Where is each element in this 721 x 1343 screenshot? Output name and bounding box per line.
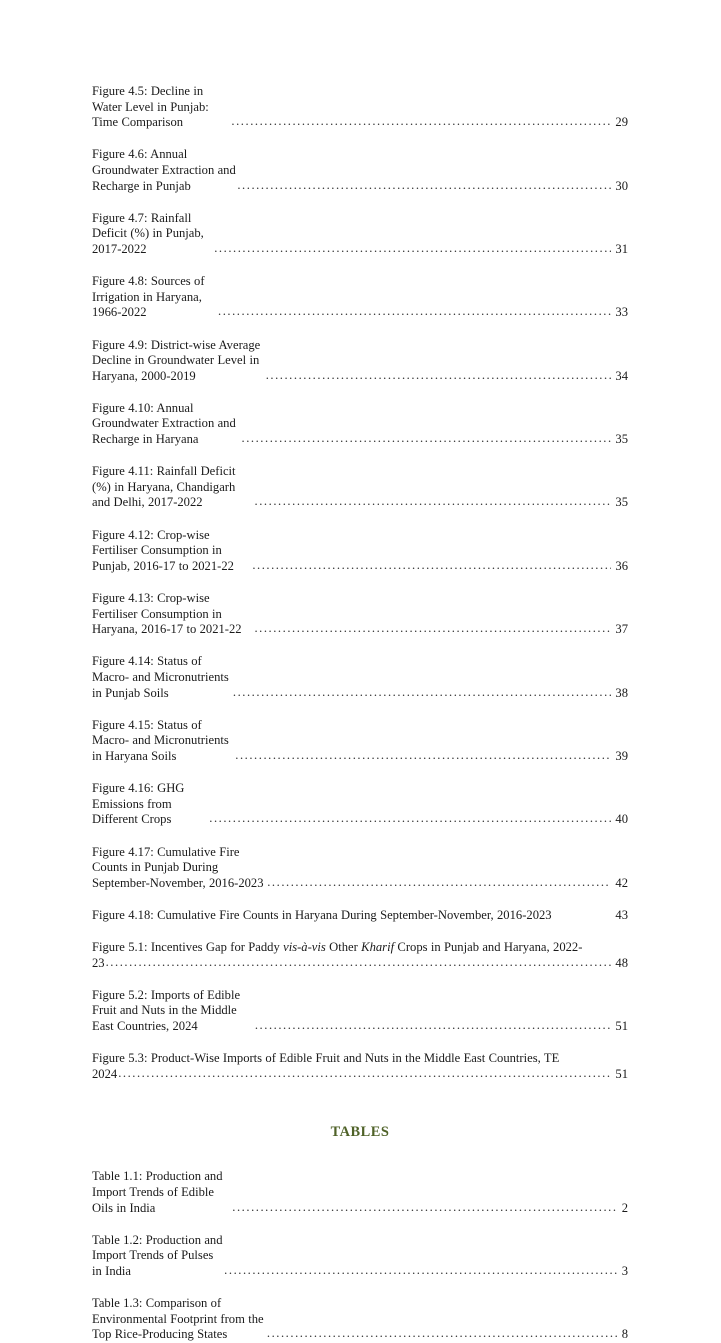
toc-entry-title: Figure 4.12: Crop-wise Fertiliser Consumption in Punjab, 2016-17 to 2021-22 [92,527,234,573]
toc-entry-title: Figure 4.10: Annual Groundwater Extraction and Recharge in Haryana [92,400,236,447]
tables-section-heading: TABLES [330,1124,390,1141]
toc-entry-figure-4-16[interactable] [92,781,628,828]
toc-entry-page-number: 51 [615,1019,628,1034]
dot-leader [242,431,612,447]
toc-entry-title-continuation: 2024 [92,1066,118,1081]
toc-entry-title: Figure 4.16: GHG Emissions from Different Crops [92,781,185,827]
toc-entry-figure-4-18[interactable] [92,908,628,924]
toc-entry-figure-4-9[interactable] [92,338,628,385]
toc-entry-title: Figure 5.2: Imports of Edible Fruit and Nuts in the Middle East Countries, 2024 [92,987,241,1034]
toc-entry-figure-4-17[interactable] [92,845,628,892]
toc-entry-page-number: 38 [615,685,628,700]
toc-title-italic-fragment: vis-à-vis [283,940,326,955]
toc-entry-title: Table 1.1: Production and Import Trends of Edible Oils in India [92,1169,223,1215]
toc-entry-title: Figure 4.15: Status of Macro- and Micronutrients in Haryana Soils [92,717,229,763]
toc-entry-title: Figure 4.9: District-wise Average Decline in Groundwater Level in Haryana, 2000-2019 [92,337,261,383]
toc-entry-page-number: 36 [615,558,628,573]
toc-entry-page-number: 42 [615,875,628,890]
toc-entry-title [92,940,628,956]
toc-entry-title: Table 1.2: Production and Import Trends of Pulses in India [92,1232,223,1278]
toc-entry-table-1-1[interactable] [92,1169,628,1216]
toc-entry-page-number: 2 [621,1200,628,1215]
toc-entry-figure-4-12[interactable] [92,528,628,575]
dot-leader [266,368,612,384]
toc-entry-figure-5-1[interactable] [92,940,628,971]
toc-title-fragment: Figure 5.1: Incentives Gap for Paddy [92,940,284,955]
dot-leader [218,304,611,320]
dot-leader [214,241,611,257]
dot-leader [235,748,611,764]
toc-entry-title: Figure 4.17: Cumulative Fire Counts in Punjab During September-November, 2016-2023 [92,844,264,890]
toc-entry-page-number: 31 [615,241,628,256]
toc-entry-page-number: 35 [615,495,628,510]
toc-entry-figure-4-15[interactable] [92,718,628,765]
toc-entry-title: Table 1.3: Comparison of Environmental Footprint from the Top Rice-Producing States [92,1296,264,1342]
toc-entry-title: Figure 4.8: Sources of Irrigation in Haryana, 1966-2022 [92,274,205,320]
toc-entry-figure-4-11[interactable] [92,464,628,511]
toc-entry-figure-4-8[interactable] [92,274,628,321]
dot-leader [118,1066,611,1082]
toc-entry-page-number: 29 [615,115,628,130]
toc-entry-page-number: 40 [615,812,628,827]
toc-entry-title: Figure 4.5: Decline in Water Level in Punjab: Time Comparison [92,84,209,130]
toc-entry-page-number: 51 [615,1066,628,1081]
dot-leader [237,178,611,194]
toc-entry-figure-4-10[interactable] [92,401,628,448]
dot-leader [231,114,611,130]
toc-entry-page-number: 30 [615,178,628,193]
dot-leader [209,811,611,827]
dot-leader [254,621,611,637]
toc-entry-title: Figure 4.14: Status of Macro- and Micronutrients in Punjab Soils [92,654,229,700]
toc-entry-figure-4-7[interactable] [92,211,628,258]
toc-entry-title: Figure 4.7: Rainfall Deficit (%) in Punjab, 2017-2022 [92,210,204,256]
toc-entry-page-number: 39 [615,748,628,763]
toc-title-italic-fragment: Kharif [361,940,395,955]
figures-list [92,84,628,1082]
dot-leader [255,1018,612,1034]
toc-entry-title: Figure 4.6: Annual Groundwater Extraction and Recharge in Punjab [92,147,236,193]
toc-entry-figure-5-2[interactable] [92,988,628,1035]
toc-entry-page-number: 37 [615,622,628,637]
toc-entry-page-number: 8 [621,1327,628,1342]
toc-entry-page-number: 34 [615,368,628,383]
toc-entry-figure-4-5[interactable] [92,84,628,131]
toc-entry-figure-4-6[interactable] [92,147,628,194]
toc-entry-title-continuation: 23 [92,955,105,970]
toc-entry-page-number: 48 [615,955,628,970]
dot-leader [233,685,612,701]
dot-leader [267,875,611,891]
toc-entry-title: Figure 5.3: Product-Wise Imports of Edible Fruit and Nuts in the Middle East Countries, TE [92,1051,560,1066]
dot-leader [106,955,612,971]
dot-leader [252,558,611,574]
toc-entry-title: Figure 4.13: Crop-wise Fertiliser Consumption in Haryana, 2016-17 to 2021-22 [92,591,242,637]
toc-entry-page-number: 3 [621,1263,628,1278]
toc-title-fragment: Crops in Punjab and Haryana, 2022- [394,940,583,955]
toc-title-fragment: Other [325,940,362,955]
toc-entry-title: Figure 4.18: Cumulative Fire Counts in Haryana During September-November, 2016-2023 [92,907,552,922]
dot-leader [224,1263,618,1279]
dot-leader [255,494,612,510]
dot-leader [232,1200,617,1216]
toc-entry-page-number: 35 [615,432,628,447]
toc-entry-figure-4-14[interactable] [92,654,628,701]
toc-entry-table-1-3[interactable] [92,1296,628,1343]
dot-leader [267,1326,618,1342]
tables-list [92,1169,628,1343]
toc-entry-title: Figure 4.11: Rainfall Deficit (%) in Haryana, Chandigarh and Delhi, 2017-2022 [92,464,236,510]
toc-entry-figure-5-3[interactable] [92,1051,628,1082]
toc-entry-page-number: 33 [615,305,628,320]
toc-entry-table-1-2[interactable] [92,1233,628,1280]
toc-entry-page-number: 43 [615,907,628,922]
toc-entry-figure-4-13[interactable] [92,591,628,638]
